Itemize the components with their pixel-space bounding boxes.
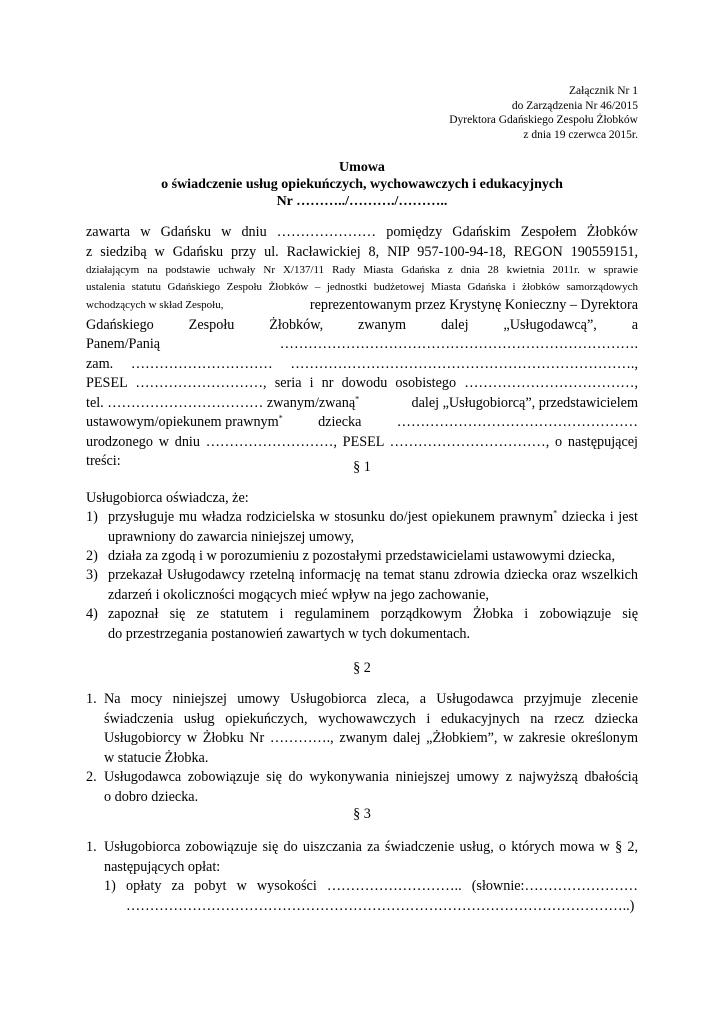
list-number: 3) bbox=[86, 567, 98, 583]
annex-line: z dnia 19 czerwca 2015r. bbox=[523, 128, 638, 141]
list-number: 1) bbox=[104, 878, 116, 894]
section-heading: § 1 bbox=[353, 459, 371, 475]
text-fragment: …………………………………………… bbox=[396, 414, 638, 430]
section-heading: § 2 bbox=[353, 660, 371, 676]
section-heading: § 3 bbox=[353, 806, 371, 822]
list-item: opłaty za pobyt w wysokości ……………………….. (słownie:…………………… ……………………………………………………………………………………………..) bbox=[126, 878, 638, 914]
list-number: 2) bbox=[86, 548, 98, 564]
list-item: działa za zgodą i w porozumieniu z pozostałymi przedstawicielami ustawowymi dziecka, bbox=[108, 548, 616, 564]
s1-lead: Usługobiorca oświadcza, że: bbox=[86, 490, 249, 506]
document-subtitle: o świadczenie usług opiekuńczych, wychowawczych i edukacyjnych bbox=[161, 177, 563, 192]
text-fragment: dalej „Usługobiorcą”, przedstawicielem bbox=[411, 394, 638, 411]
text-line: działającym na podstawie uchwały Nr X/137/11 Rady Miasta Gdańska z dnia 28 kwietnia 2011r. w sprawie bbox=[86, 264, 638, 276]
text-line bbox=[86, 394, 638, 414]
list-number: 1) bbox=[86, 509, 98, 525]
document-number: Nr ………../………./……….. bbox=[276, 194, 448, 209]
text-fragment: Panem/Panią bbox=[86, 336, 161, 352]
intro-paragraph bbox=[86, 223, 638, 472]
text-line: PESEL ………………………, seria i nr dowodu osobistego ………………………………, bbox=[86, 375, 638, 391]
list-number: 1. bbox=[86, 691, 97, 707]
text-fragment: dziecka bbox=[318, 414, 362, 430]
text-fragment: ………………………… bbox=[130, 355, 273, 372]
text-fragment: ………………………………………………………………., bbox=[290, 355, 638, 372]
text-line: treści: bbox=[86, 453, 121, 469]
text-fragment: tel. …………………………… zwanym/zwaną* bbox=[86, 393, 360, 411]
annex-line: Załącznik Nr 1 bbox=[569, 85, 638, 97]
list-item: Na mocy niniejszej umowy Usługobiorca zleca, a Usługodawca przyjmuje zlecenie świadczenia usług opiekuńczych, wychowawczych i edukacyjnych na rzecz dziecka Usługobiorcy w Żłobku Nr …………., zwanym dalej „Żłobkiem”, w zakresie określonym w statucie Żłobka. bbox=[104, 691, 638, 766]
annex-line: do Zarządzenia Nr 46/2015 bbox=[511, 99, 638, 112]
text-line bbox=[86, 296, 638, 316]
annex-line: Dyrektora Gdańskiego Zespołu Żłobków bbox=[449, 114, 638, 126]
list-number: 1. bbox=[86, 839, 97, 855]
text-fragment: wchodzących w skład Zespołu, bbox=[86, 299, 224, 311]
text-line bbox=[86, 355, 638, 375]
text-line bbox=[86, 335, 638, 355]
annex-header bbox=[449, 84, 638, 142]
list-item: przekazał Usługodawcy rzetelną informację na temat stanu zdrowia dziecka oraz wszelkich zdarzeń i okoliczności mogących mieć wpływ na jego zachowanie, bbox=[108, 567, 638, 603]
text-fragment: …………………………………………………………………. bbox=[279, 336, 638, 352]
text-line: Gdańskiego Zespołu Żłobków, zwanym dalej „Usługodawcą”, a bbox=[86, 316, 638, 333]
list-item: przysługuje mu władza rodzicielska w stosunku do/jest opiekunem prawnym* dziecka i jest uprawniony do zawarcia niniejszej umowy, bbox=[108, 508, 638, 545]
list-item: Usługodawca zobowiązuje się do wykonywania niniejszej umowy z najwyższą dbałością o dobro dziecka. bbox=[104, 769, 638, 805]
list-item: Usługobiorca zobowiązuje się do uiszczania za świadczenie usług, o których mowa w § 2, następujących opłat: bbox=[104, 839, 638, 875]
text-line: urodzonego w dniu ………………………, PESEL ……………………………, o następującej bbox=[86, 433, 638, 450]
text-fragment: reprezentowanym przez Krystynę Konieczny – Dyrektora bbox=[309, 297, 638, 313]
list-number: 4) bbox=[86, 606, 98, 622]
text-fragment: zam. bbox=[86, 355, 114, 372]
list-number: 2. bbox=[86, 769, 97, 785]
text-fragment: ustawowym/opiekunem prawnym* bbox=[86, 413, 283, 430]
text-line: ustalenia statutu Gdańskiego Zespołu Żłobków – jednostki budżetowej Miasta Gdańska i żłobków samorządowych bbox=[86, 281, 638, 293]
text-line: z siedzibą w Gdańsku przy ul. Racławickiej 8, NIP 957-100-94-18, REGON 190559151, bbox=[86, 243, 638, 260]
document-title: Umowa bbox=[339, 160, 385, 175]
list-item: zapoznał się ze statutem i regulaminem porządkowym Żłobka i zobowiązuje się do przestrzegania postanowień zawartych w tych dokumentach. bbox=[108, 606, 638, 642]
text-line bbox=[86, 413, 638, 433]
text-line: zawarta w Gdańsku w dniu ………………… pomiędzy Gdańskim Zespołem Żłobków bbox=[86, 224, 638, 240]
